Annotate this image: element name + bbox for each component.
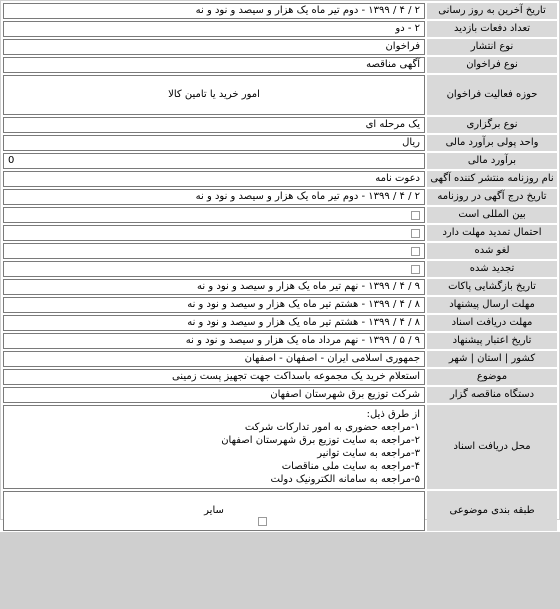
footer-checkbox[interactable] bbox=[258, 517, 267, 526]
field-label: لغو شده bbox=[427, 243, 557, 259]
field-visit-count bbox=[3, 21, 557, 37]
field-activity-area bbox=[3, 75, 557, 115]
field-value: آگهی مناقصه bbox=[3, 57, 425, 73]
field-document-location bbox=[3, 405, 557, 489]
field-value: ۲ - دو bbox=[3, 21, 425, 37]
field-label: تاریخ درج آگهی در روزنامه bbox=[427, 189, 557, 205]
field-newspaper-date bbox=[3, 189, 557, 205]
field-category bbox=[3, 491, 557, 531]
field-label: برآورد مالی bbox=[427, 153, 557, 169]
field-value: جمهوری اسلامی ایران - اصفهان - اصفهان bbox=[3, 351, 425, 367]
field-document-deadline bbox=[3, 315, 557, 331]
field-organizer bbox=[3, 387, 557, 403]
field-value: امور خرید یا تامین کالا bbox=[3, 75, 425, 115]
field-label: احتمال تمدید مهلت دارد bbox=[427, 225, 557, 241]
field-label: کشور | استان | شهر bbox=[427, 351, 557, 367]
field-currency bbox=[3, 135, 557, 151]
field-value: سایر bbox=[3, 491, 425, 531]
field-value: 0 bbox=[3, 153, 425, 169]
field-subject bbox=[3, 369, 557, 385]
field-label: واحد پولی برآورد مالی bbox=[427, 135, 557, 151]
field-label: حوزه فعالیت فراخوان bbox=[427, 75, 557, 115]
international-checkbox[interactable] bbox=[411, 211, 420, 220]
field-label: نوع فراخوان bbox=[427, 57, 557, 73]
location-line: ۱-مراجعه حضوری به امور تدارکات شرکت bbox=[244, 422, 420, 433]
field-international bbox=[3, 207, 557, 223]
field-estimate bbox=[3, 153, 557, 169]
field-value: ۹ / ۴ / ۱۳۹۹ - نهم تیر ماه یک هزار و سیصد و نود و نه bbox=[3, 279, 425, 295]
footer-band bbox=[0, 532, 560, 609]
field-label: دستگاه مناقصه گزار bbox=[427, 387, 557, 403]
field-value: ریال bbox=[3, 135, 425, 151]
field-value bbox=[3, 225, 425, 241]
cancelled-checkbox[interactable] bbox=[411, 247, 420, 256]
field-label: تعداد دفعات بازدید bbox=[427, 21, 557, 37]
field-cancelled bbox=[3, 243, 557, 259]
field-value: ۸ / ۴ / ۱۳۹۹ - هشتم تیر ماه یک هزار و سیصد و نود و نه bbox=[3, 297, 425, 313]
field-value bbox=[3, 207, 425, 223]
field-label: موضوع bbox=[427, 369, 557, 385]
field-value: یک مرحله ای bbox=[3, 117, 425, 133]
field-label: نوع برگزاری bbox=[427, 117, 557, 133]
field-holding-type bbox=[3, 117, 557, 133]
renewed-checkbox[interactable] bbox=[411, 265, 420, 274]
field-label: نوع انتشار bbox=[427, 39, 557, 55]
field-call-type bbox=[3, 57, 557, 73]
field-renewed bbox=[3, 261, 557, 277]
field-value: فراخوان bbox=[3, 39, 425, 55]
field-newspaper bbox=[3, 171, 557, 187]
field-label: بین المللی است bbox=[427, 207, 557, 223]
field-submission-deadline bbox=[3, 297, 557, 313]
field-value: ۲ / ۴ / ۱۳۹۹ - دوم تیر ماه یک هزار و سیصد و نود و نه bbox=[3, 3, 425, 19]
location-line: ۴-مراجعه به سایت ملی مناقصات bbox=[281, 461, 420, 472]
field-label: تجدید شده bbox=[427, 261, 557, 277]
location-line: ۳-مراجعه به سایت توانیر bbox=[317, 448, 420, 459]
field-value: دعوت نامه bbox=[3, 171, 425, 187]
field-value: ۲ / ۴ / ۱۳۹۹ - دوم تیر ماه یک هزار و سیصد و نود و نه bbox=[3, 189, 425, 205]
field-last-update bbox=[3, 3, 557, 19]
field-value: شرکت توزیع برق شهرستان اصفهان bbox=[3, 387, 425, 403]
location-line: از طرق ذیل: bbox=[366, 409, 420, 420]
field-label: طبقه بندی موضوعی bbox=[427, 491, 557, 531]
field-value bbox=[3, 261, 425, 277]
location-line: ۲-مراجعه به سایت توزیع برق شهرستان اصفهان bbox=[221, 435, 420, 446]
field-label: محل دریافت اسناد bbox=[427, 405, 557, 489]
field-value bbox=[3, 243, 425, 259]
extension-checkbox[interactable] bbox=[411, 229, 420, 238]
field-label: تاریخ بازگشایی پاکات bbox=[427, 279, 557, 295]
field-value bbox=[3, 405, 425, 489]
field-label: تاریخ اعتبار پیشنهاد bbox=[427, 333, 557, 349]
field-label: مهلت دریافت اسناد bbox=[427, 315, 557, 331]
field-value: ۹ / ۵ / ۱۳۹۹ - نهم مرداد ماه یک هزار و سیصد و نود و نه bbox=[3, 333, 425, 349]
field-label: تاریخ آخرین به روز رسانی bbox=[427, 3, 557, 19]
field-opening-date bbox=[3, 279, 557, 295]
field-label: مهلت ارسال پیشنهاد bbox=[427, 297, 557, 313]
field-location bbox=[3, 351, 557, 367]
field-publish-type bbox=[3, 39, 557, 55]
field-validity-date bbox=[3, 333, 557, 349]
field-label: نام روزنامه منتشر کننده آگهی bbox=[427, 171, 557, 187]
field-value: استعلام خرید یک مجموعه باسداکت جهت تجهیز پست زمینی bbox=[3, 369, 425, 385]
field-extension bbox=[3, 225, 557, 241]
field-value: ۸ / ۴ / ۱۳۹۹ - هشتم تیر ماه یک هزار و سیصد و نود و نه bbox=[3, 315, 425, 331]
location-line: ۵-مراجعه به سامانه الکترونیک دولت bbox=[270, 474, 420, 485]
